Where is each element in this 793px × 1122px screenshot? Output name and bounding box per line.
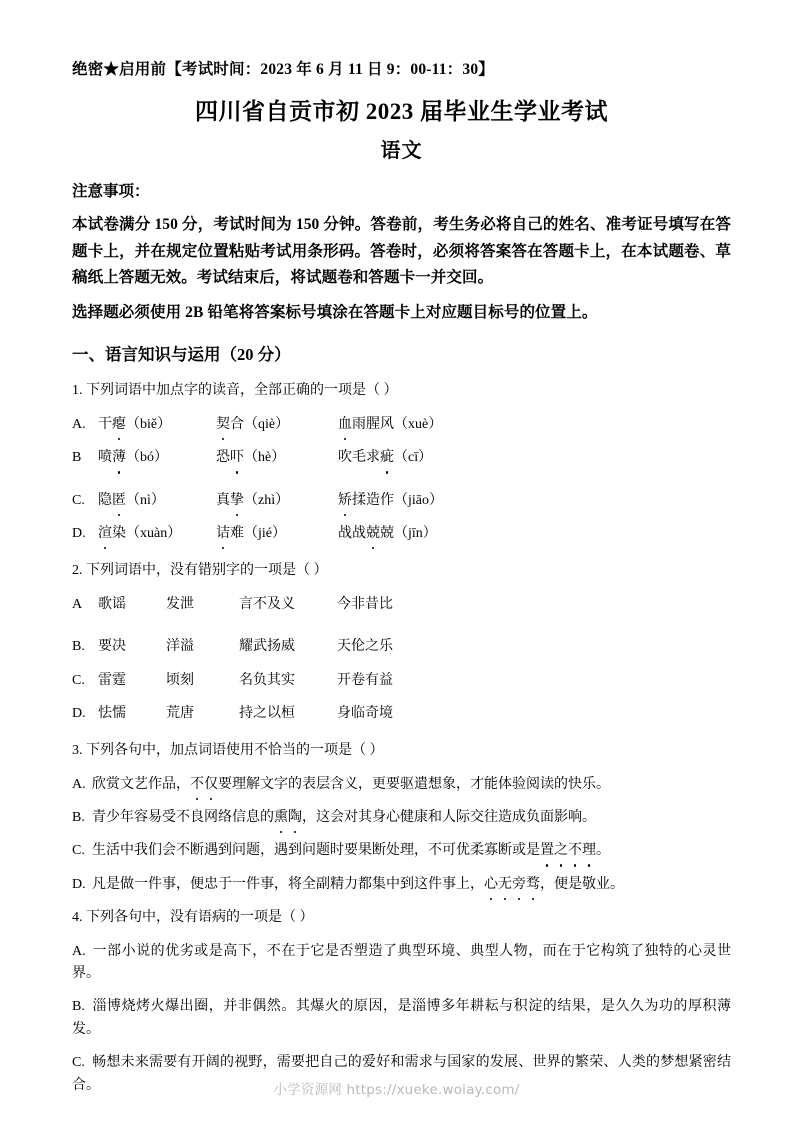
option-body [92, 810, 596, 825]
option-col-2: 荒唐 [166, 705, 194, 721]
emphasis-dot-char: 疵 [380, 447, 394, 469]
option-text: 干 [98, 416, 112, 432]
emphasis-phrase [274, 810, 302, 825]
option-col-2 [216, 414, 338, 436]
emphasis-dot-char: 之 [554, 840, 568, 862]
option-col-1: 雷霆 [98, 672, 126, 688]
emphasis-dot-char: 瘪 [112, 414, 126, 436]
option-col-1 [98, 490, 216, 512]
notice-body [72, 212, 731, 327]
option-body [92, 777, 610, 792]
option-text: （zhì） [244, 492, 290, 508]
option-col-4: 开卷有益 [337, 672, 393, 688]
option-label: D. [72, 705, 86, 721]
option-body [92, 877, 624, 892]
emphasis-phrase [540, 843, 596, 858]
option-col-1 [98, 523, 216, 545]
option-label: A. [72, 776, 86, 792]
option-text: ，便是敬业。 [540, 876, 624, 892]
emphasis-dot-char: 矫 [338, 490, 352, 512]
option-row[interactable] [72, 807, 731, 829]
option-col-2: 发泄 [166, 596, 194, 612]
emphasis-dot-char: 旁 [512, 874, 526, 896]
site-watermark: 小学资源网 https://xueke.woiay.com/ [273, 1082, 520, 1098]
option-row[interactable] [72, 594, 731, 616]
option-label: C. [72, 843, 85, 859]
option-text: 。 [596, 843, 610, 859]
option-body: 淄博烧烤火爆出圈，并非偶然。其爆火的原因，是淄博多年耕耘与积淀的结果，是久久为功的厚积薄发。 [72, 999, 731, 1037]
option-col-4: 天伦之乐 [337, 639, 393, 655]
option-row[interactable] [72, 523, 731, 545]
option-text: 隐 [98, 492, 112, 508]
option-text: 合（qiè） [230, 416, 290, 432]
option-row[interactable] [72, 874, 731, 896]
option-text: 兢（jīn） [380, 525, 437, 541]
option-text: 难（jié） [230, 525, 286, 541]
option-col-1: 歌谣 [98, 596, 126, 612]
emphasis-dot-char: 渲 [98, 523, 112, 545]
option-body: 一部小说的优劣或是高下，不在于它是否塑造了典型环境、典型人物，而在于它构筑了独特的心灵世界。 [72, 943, 731, 982]
option-label: A. [72, 416, 86, 432]
emphasis-dot-char: 不 [568, 840, 582, 862]
option-text: 凡是做一件事，便忠于一件事，将全副精力都集中到这件事上， [92, 876, 484, 892]
emphasis-dot-char: 理 [582, 840, 596, 862]
option-row[interactable] [72, 670, 731, 692]
option-col-3 [338, 414, 442, 436]
option-body: 畅想未来需要有开阔的视野，需要把自己的爱好和需求与国家的发展、世界的繁荣、人类的梦想紧密结合。 [72, 1055, 731, 1093]
option-row[interactable] [72, 941, 731, 986]
option-row[interactable] [72, 490, 731, 512]
option-col-2 [216, 490, 338, 512]
option-row[interactable] [72, 774, 731, 796]
option-text: 恐 [216, 450, 230, 466]
section-heading: 一、语言知识与运用（20 分） [72, 344, 291, 364]
option-text: 喷 [98, 450, 112, 466]
emphasis-dot-char: 不 [190, 774, 204, 796]
option-label: A. [72, 943, 86, 959]
emphasis-dot-char: 薄 [112, 447, 126, 469]
question-1 [72, 380, 731, 545]
option-text: （biě） [126, 416, 172, 432]
secret-notice-line: 绝密★启用前【考试时间：2023 年 6 月 11 日 9：00-11：30】 [72, 61, 495, 78]
notice-heading: 注意事项： [72, 182, 150, 200]
option-col-4: 身临奇境 [337, 705, 393, 721]
option-row[interactable] [72, 703, 731, 725]
option-label: D. [72, 525, 86, 541]
notice-paragraph: 选择题必须使用 2B 铅笔将答案标号填涂在答题卡上对应题目标号的位置上。 [72, 303, 598, 321]
emphasis-phrase [190, 777, 218, 792]
emphasis-dot-char: 仅 [204, 774, 218, 796]
question-stem: 3. 下列各句中，加点词语使用不恰当的一项是（ ） [72, 743, 384, 759]
option-label: D. [72, 876, 86, 892]
option-row[interactable] [72, 447, 731, 469]
option-col-1: 要决 [98, 639, 126, 655]
option-col-3 [338, 447, 432, 469]
option-row[interactable] [72, 996, 731, 1041]
question-stem: 2. 下列词语中，没有错别字的一项是（ ） [72, 563, 328, 579]
notice-paragraph: 本试卷满分 150 分，考试时间为 150 分钟。答卷前，考生务必将自己的姓名、准考证号填写在答题卡上，并在规定位置粘贴考试用条形码。答卷时，必须将答案答在答题卡上，在本试题卷、草稿纸上答题无效。考试结束后，将试题卷和答题卡一并交回。 [72, 216, 731, 287]
option-col-3: 耀武扬威 [239, 639, 295, 655]
option-text: 欣赏文艺作品， [92, 776, 190, 792]
question-4 [72, 907, 731, 1097]
option-label: C. [72, 1055, 85, 1071]
option-text: 青少年容易受不良网络信息的 [92, 810, 274, 826]
emphasis-phrase [484, 877, 540, 892]
option-text: （cī） [394, 450, 433, 466]
option-text: 要理解文字的表层含义，更要驱遣想象，才能体验阅读的快乐。 [218, 776, 610, 792]
page-title: 四川省自贡市初 2023 届毕业生学业考试 [195, 99, 608, 125]
option-col-4: 今非昔比 [337, 596, 393, 612]
option-col-2: 顷刻 [166, 672, 194, 688]
option-label: B. [72, 999, 85, 1015]
question-stem: 4. 下列各句中，没有语病的一项是（ ） [72, 910, 314, 926]
option-col-2: 洋溢 [166, 639, 194, 655]
option-label: B [72, 450, 82, 466]
emphasis-dot-char: 挚 [230, 490, 244, 512]
emphasis-dot-char: 血 [338, 414, 352, 436]
option-body [92, 843, 610, 858]
option-row[interactable] [72, 840, 731, 862]
option-text: （hè） [244, 450, 286, 466]
option-col-3 [338, 490, 443, 512]
emphasis-dot-char: 契 [216, 414, 230, 436]
option-col-1: 怯懦 [98, 705, 126, 721]
option-label: A [72, 596, 83, 612]
option-col-3: 名负其实 [239, 672, 295, 688]
option-label: B. [72, 639, 85, 655]
option-col-2 [216, 523, 338, 545]
option-text: 战战 [338, 525, 366, 541]
emphasis-dot-char: 诘 [216, 523, 230, 545]
option-label: C. [72, 672, 85, 688]
option-text: 雨腥风（xuè） [352, 416, 443, 432]
option-label: C. [72, 492, 85, 508]
option-text: 揉造作（jiāo） [352, 492, 443, 508]
option-text: （bó） [126, 450, 168, 466]
option-text: 吹毛求 [338, 450, 380, 466]
option-col-1 [98, 414, 216, 436]
subject-title: 语文 [380, 139, 423, 162]
emphasis-dot-char: 兢 [366, 523, 380, 545]
option-row[interactable] [72, 636, 731, 658]
question-3 [72, 740, 731, 896]
option-col-1 [98, 447, 216, 469]
option-col-3: 言不及义 [239, 596, 295, 612]
option-text: ，这会对其身心健康和人际交往造成负面影响。 [302, 810, 596, 826]
emphasis-dot-char: 置 [540, 840, 554, 862]
emphasis-dot-char: 匿 [112, 490, 126, 512]
option-col-3 [338, 523, 437, 545]
question-2 [72, 560, 731, 725]
option-text: 染（xuàn） [112, 525, 182, 541]
option-text: 生活中我们会不断遇到问题，遇到问题时要果断处理，不可优柔寡断或是 [92, 843, 540, 859]
emphasis-dot-char: 熏 [274, 807, 288, 829]
emphasis-dot-char: 吓 [230, 447, 244, 469]
option-row[interactable] [72, 414, 731, 436]
emphasis-dot-char: 心 [484, 874, 498, 896]
option-text: （nì） [126, 492, 165, 508]
emphasis-dot-char: 骛 [526, 874, 540, 896]
emphasis-dot-char: 无 [498, 874, 512, 896]
emphasis-dot-char: 陶 [288, 807, 302, 829]
option-text: 真 [216, 492, 230, 508]
option-col-3: 持之以桓 [239, 705, 295, 721]
option-label: B. [72, 810, 85, 826]
option-col-2 [216, 447, 338, 469]
question-stem: 1. 下列词语中加点字的读音，全部正确的一项是（ ） [72, 383, 398, 399]
